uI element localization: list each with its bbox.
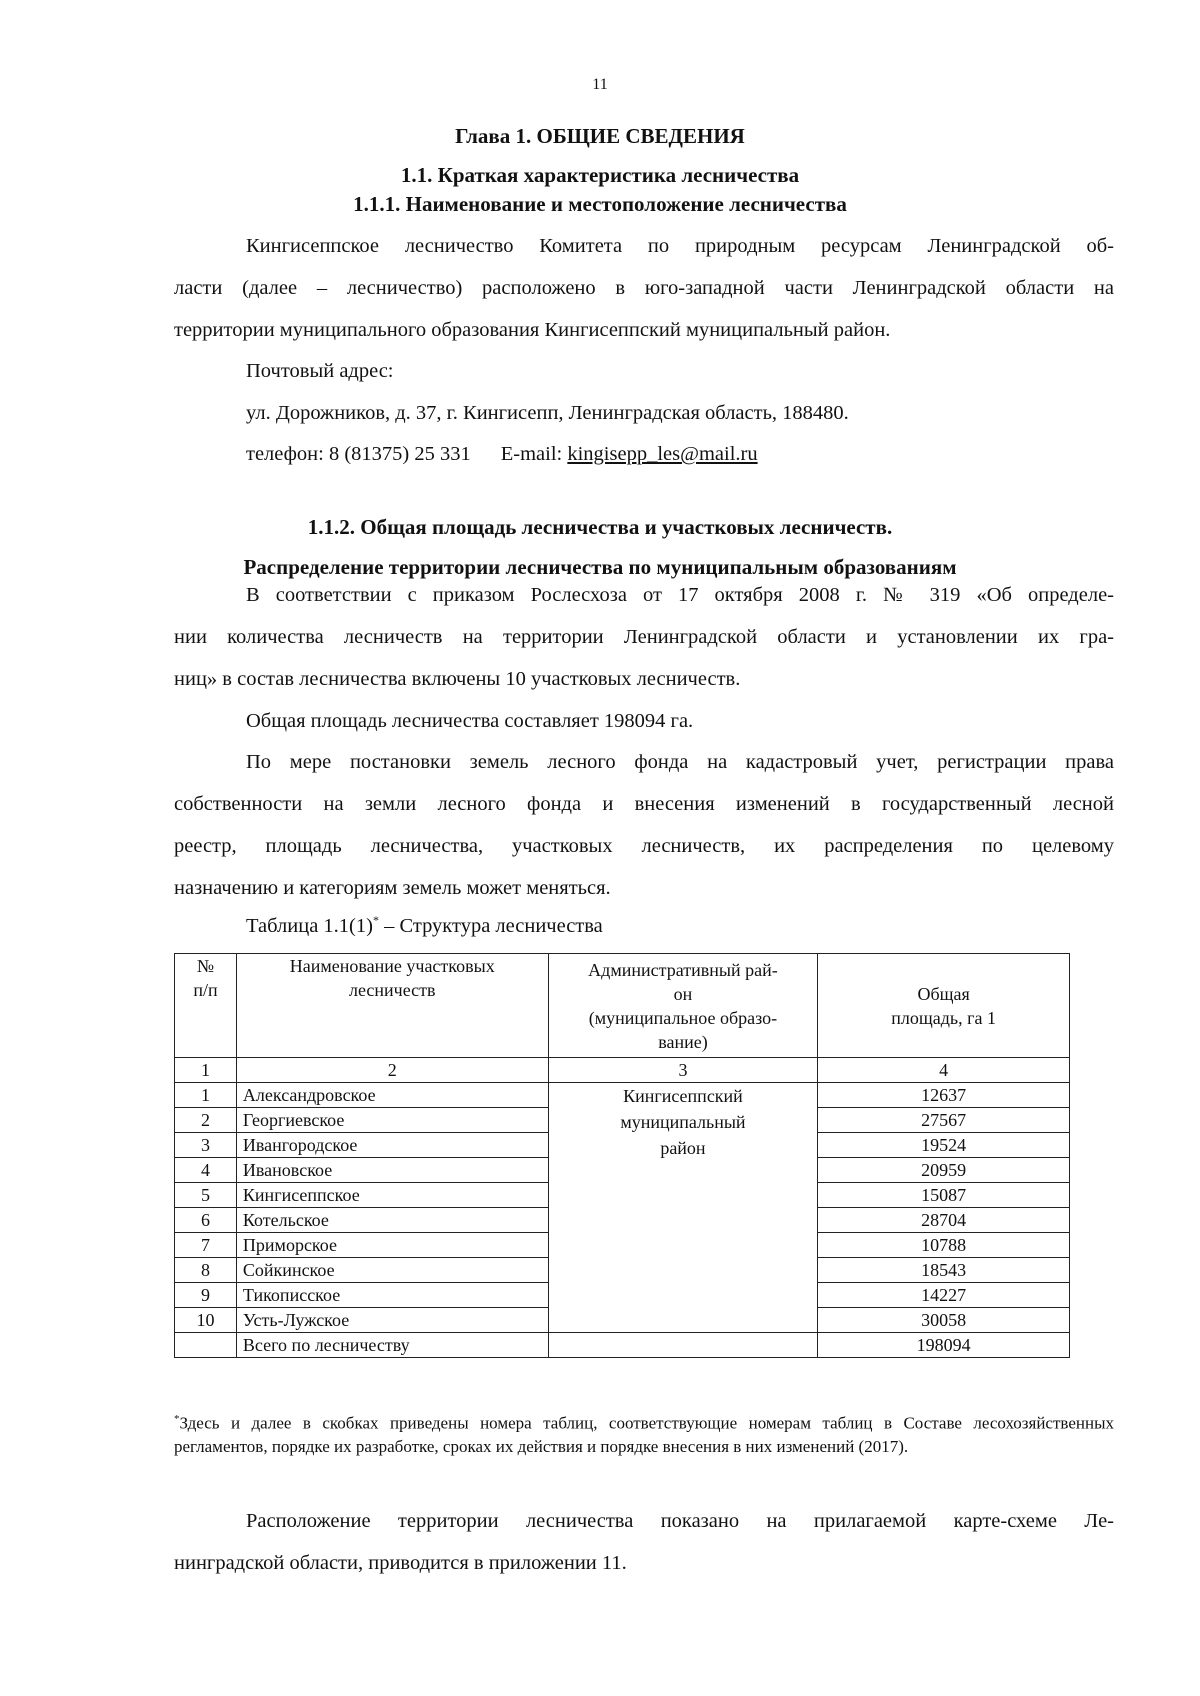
- row-area: 18543: [818, 1258, 1070, 1283]
- row-area: 14227: [818, 1283, 1070, 1308]
- column-number: 4: [818, 1058, 1070, 1083]
- total-area: 198094: [818, 1333, 1070, 1358]
- order-line-3: ниц» в состав лесничества включены 10 участковых лесничеств.: [174, 668, 741, 690]
- row-name: Тикописское: [236, 1283, 548, 1308]
- order-line-1: В соответствии с приказом Рослесхоза от 17 октября 2008 г. № 319 «Об определе-: [246, 584, 1114, 606]
- postal-label: Почтовый адрес:: [246, 360, 394, 382]
- section-title: 1.1. Краткая характеристика лесничества: [400, 163, 800, 187]
- column-number: 2: [236, 1058, 548, 1083]
- column-number: 3: [548, 1058, 818, 1083]
- email-link[interactable]: kingisepp_les@mail.ru: [567, 443, 758, 465]
- row-number: 9: [175, 1283, 237, 1308]
- total-row: [175, 1333, 1070, 1358]
- registration-line-3: реестр, площадь лесничества, участковых лесничеств, их распределения по целевому: [174, 835, 1114, 857]
- postal-address: ул. Дорожников, д. 37, г. Кингисепп, Ленинградская область, 188480.: [246, 402, 849, 424]
- total-num-cell: [175, 1333, 237, 1358]
- table-row: [175, 1083, 1070, 1108]
- row-name: Котельское: [236, 1208, 548, 1233]
- row-number: 8: [175, 1258, 237, 1283]
- row-name: Георгиевское: [236, 1108, 548, 1133]
- row-area: 19524: [818, 1133, 1070, 1158]
- table-caption: [246, 913, 603, 938]
- row-area: 15087: [818, 1183, 1070, 1208]
- order-line-2: нии количества лесничеств на территории Ленинградской области и установлении их гра-: [174, 626, 1114, 648]
- closing-line-1: Расположение территории лесничества показано на прилагаемой карте-схеме Ле-: [246, 1510, 1114, 1532]
- row-area: 30058: [818, 1308, 1070, 1333]
- registration-line-4: назначению и категориям земель может меняться.: [174, 877, 611, 899]
- row-number: 1: [175, 1083, 237, 1108]
- header-num: № п/п: [175, 954, 237, 1058]
- table-caption-prefix: Таблица 1.1(1): [246, 914, 373, 937]
- row-name: Ивановское: [236, 1158, 548, 1183]
- header-name: Наименование участковых лесничеств: [236, 954, 548, 1058]
- table-header-row: [175, 954, 1070, 1058]
- footnote: [174, 1408, 1114, 1458]
- row-name: Ивангородское: [236, 1133, 548, 1158]
- contact-line: [246, 443, 758, 466]
- row-number: 4: [175, 1158, 237, 1183]
- row-area: 10788: [818, 1233, 1070, 1258]
- column-numbers-row: [175, 1058, 1070, 1083]
- email-label: E-mail:: [500, 443, 563, 465]
- table-caption-suffix: – Структура лесничества: [384, 914, 603, 937]
- intro-line-2: ласти (далее – лесничество) расположено в юго-западной части Ленинградской области на: [174, 277, 1114, 299]
- phone-number: телефон: 8 (81375) 25 331: [246, 443, 471, 465]
- row-area: 28704: [818, 1208, 1070, 1233]
- header-district: Административный рай- он (муниципальное образо- вание): [548, 954, 818, 1058]
- row-number: 6: [175, 1208, 237, 1233]
- district-cell: Кингисеппский муниципальный район: [548, 1083, 818, 1333]
- section-112-title: 1.1.2. Общая площадь лесничества и участковых лесничеств.: [307, 515, 893, 539]
- total-label: Всего по лесничеству: [236, 1333, 548, 1358]
- table-caption-mark: *: [372, 913, 379, 927]
- row-name: Сойкинское: [236, 1258, 548, 1283]
- row-number: 10: [175, 1308, 237, 1333]
- row-number: 5: [175, 1183, 237, 1208]
- registration-line-1: По мере постановки земель лесного фонда на кадастровый учет, регистрации права: [246, 751, 1114, 773]
- row-name: Кингисеппское: [236, 1183, 548, 1208]
- footnote-text: Здесь и далее в скобках приведены номера таблиц, соответствующие номерам таблиц в Составе лесохозяйственных регламентов, порядке их разработке, сроках их действия и порядке внесения в них изменений (2017).: [174, 1413, 1114, 1456]
- closing-line-2: нинградской области, приводится в приложении 11.: [174, 1552, 627, 1574]
- section-112-subtitle: Распределение территории лесничества по муниципальным образованиям: [243, 555, 957, 579]
- row-number: 2: [175, 1108, 237, 1133]
- forestry-structure-table: [174, 953, 1070, 1358]
- row-number: 3: [175, 1133, 237, 1158]
- column-number: 1: [175, 1058, 237, 1083]
- intro-line-3: территории муниципального образования Кингисеппский муниципальный район.: [174, 319, 891, 341]
- row-name: Александровское: [236, 1083, 548, 1108]
- row-number: 7: [175, 1233, 237, 1258]
- total-district-cell: [548, 1333, 818, 1358]
- row-name: Усть-Лужское: [236, 1308, 548, 1333]
- intro-line-1: Кингисеппское лесничество Комитета по природным ресурсам Ленинградской об-: [246, 235, 1114, 257]
- registration-line-2: собственности на земли лесного фонда и внесения изменений в государственный лесной: [174, 793, 1114, 815]
- total-area-text: Общая площадь лесничества составляет 198094 га.: [246, 710, 694, 732]
- page-number: 11: [592, 76, 608, 93]
- subsection-title: 1.1.1. Наименование и местоположение лесничества: [353, 192, 847, 216]
- chapter-title: Глава 1. ОБЩИЕ СВЕДЕНИЯ: [455, 124, 745, 148]
- row-area: 20959: [818, 1158, 1070, 1183]
- footnote-mark: *: [174, 1413, 180, 1425]
- header-area: Общая площадь, га 1: [818, 954, 1070, 1058]
- row-name: Приморское: [236, 1233, 548, 1258]
- row-area: 27567: [818, 1108, 1070, 1133]
- row-area: 12637: [818, 1083, 1070, 1108]
